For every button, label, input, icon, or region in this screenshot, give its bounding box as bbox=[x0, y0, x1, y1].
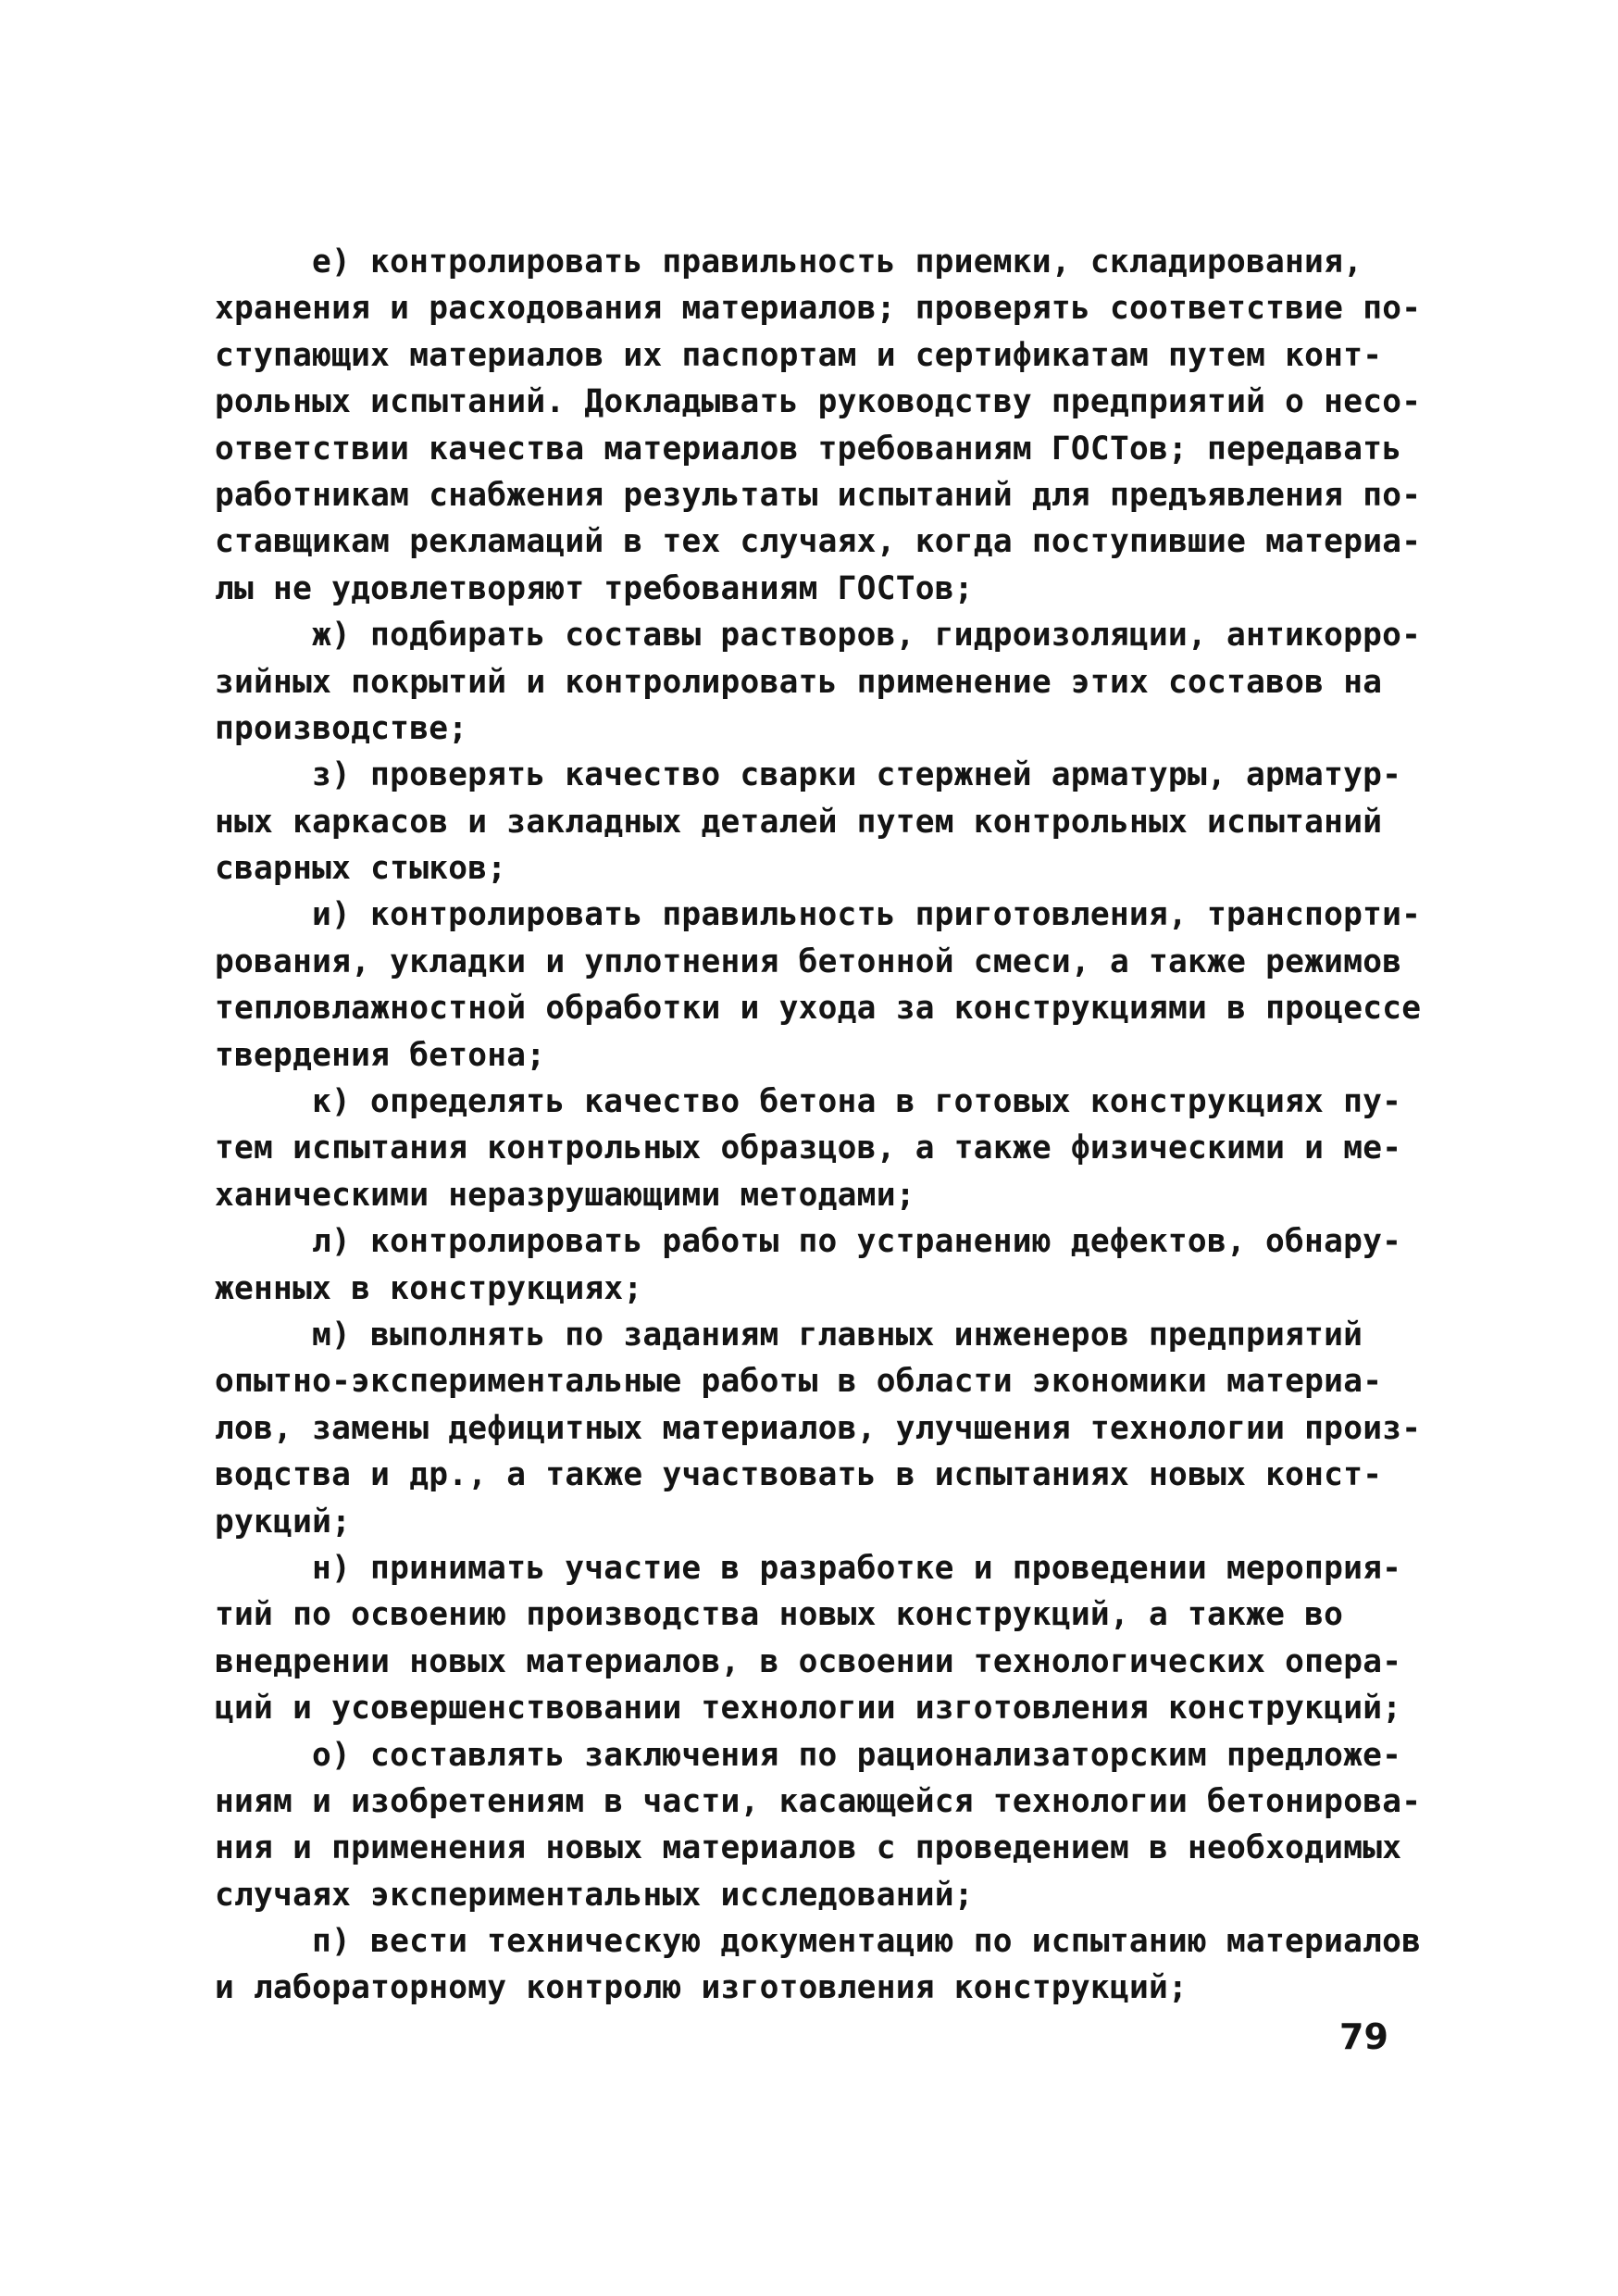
text-line: о) составлять заключения по рационализаторским предложе- bbox=[312, 1736, 1402, 1774]
text-line: ниям и изобретениям в части, касающейся технологии бетонирова- bbox=[215, 1782, 1422, 1820]
text-line: опытно-экспериментальные работы в области экономики материа- bbox=[215, 1363, 1383, 1401]
body-text bbox=[215, 239, 1422, 2012]
text-line: л) контролировать работы по устранению дефектов, обнару- bbox=[312, 1223, 1402, 1261]
text-line: ж) подбирать составы растворов, гидроизоляции, антикорро- bbox=[312, 617, 1422, 655]
text-line: ответствии качества материалов требованиям ГОСТов; передавать bbox=[215, 430, 1402, 468]
text-line: зийных покрытий и контролировать применение этих составов на bbox=[215, 663, 1383, 701]
text-line: твердения бетона; bbox=[215, 1036, 546, 1074]
text-line: ния и применения новых материалов с проведением в необходимых bbox=[215, 1829, 1402, 1867]
text-line: и лабораторному контролю изготовления конструкций; bbox=[215, 1969, 1189, 2007]
text-line: рования, укладки и уплотнения бетонной смеси, а также режимов bbox=[215, 942, 1402, 980]
text-line: тий по освоению производства новых конструкций, а также во bbox=[215, 1596, 1344, 1634]
text-line: и) контролировать правильность приготовления, транспорти- bbox=[312, 896, 1422, 934]
text-line: водства и др., а также участвовать в испытаниях новых конст- bbox=[215, 1456, 1383, 1494]
text-line: лов, замены дефицитных материалов, улучшения технологии произ- bbox=[215, 1409, 1422, 1447]
text-line: н) принимать участие в разработке и проведении мероприя- bbox=[312, 1549, 1402, 1587]
text-line: лы не удовлетворяют требованиям ГОСТов; bbox=[215, 569, 974, 607]
text-line: к) определять качество бетона в готовых конструкциях пу- bbox=[312, 1083, 1402, 1121]
text-line: внедрении новых материалов, в освоении технологических опера- bbox=[215, 1642, 1402, 1680]
text-line: тепловлажностной обработки и ухода за конструкциями в процессе bbox=[215, 990, 1422, 1028]
text-line: з) проверять качество сварки стержней арматуры, арматур- bbox=[312, 756, 1402, 794]
text-line: сварных стыков; bbox=[215, 850, 507, 888]
text-line: м) выполнять по заданиям главных инженеров предприятий bbox=[312, 1316, 1363, 1354]
text-line: производстве; bbox=[215, 709, 468, 747]
text-line: ханическими неразрушающими методами; bbox=[215, 1176, 915, 1214]
text-line: рольных испытаний. Докладывать руководству предприятий о несо- bbox=[215, 383, 1422, 421]
text-line: ставщикам рекламаций в тех случаях, когда поступившие материа- bbox=[215, 523, 1422, 561]
text-line: случаях экспериментальных исследований; bbox=[215, 1876, 974, 1914]
text-line: ступающих материалов их паспортам и сертификатам путем конт- bbox=[215, 336, 1383, 374]
text-line: ных каркасов и закладных деталей путем контрольных испытаний bbox=[215, 803, 1383, 841]
text-line: рукций; bbox=[215, 1503, 352, 1541]
text-line: е) контролировать правильность приемки, складирования, bbox=[312, 243, 1363, 281]
text-line: хранения и расходования материалов; проверять соответствие по- bbox=[215, 290, 1422, 328]
text-line: ций и усовершенствовании технологии изготовления конструкций; bbox=[215, 1690, 1402, 1728]
text-line: тем испытания контрольных образцов, а также физическими и ме- bbox=[215, 1129, 1402, 1167]
page-number: 79 bbox=[1339, 2016, 1388, 2057]
text-line: работникам снабжения результаты испытаний для предъявления по- bbox=[215, 476, 1422, 514]
text-line: п) вести техническую документацию по испытанию материалов bbox=[312, 1923, 1422, 1961]
text-line: женных в конструкциях; bbox=[215, 1269, 643, 1307]
